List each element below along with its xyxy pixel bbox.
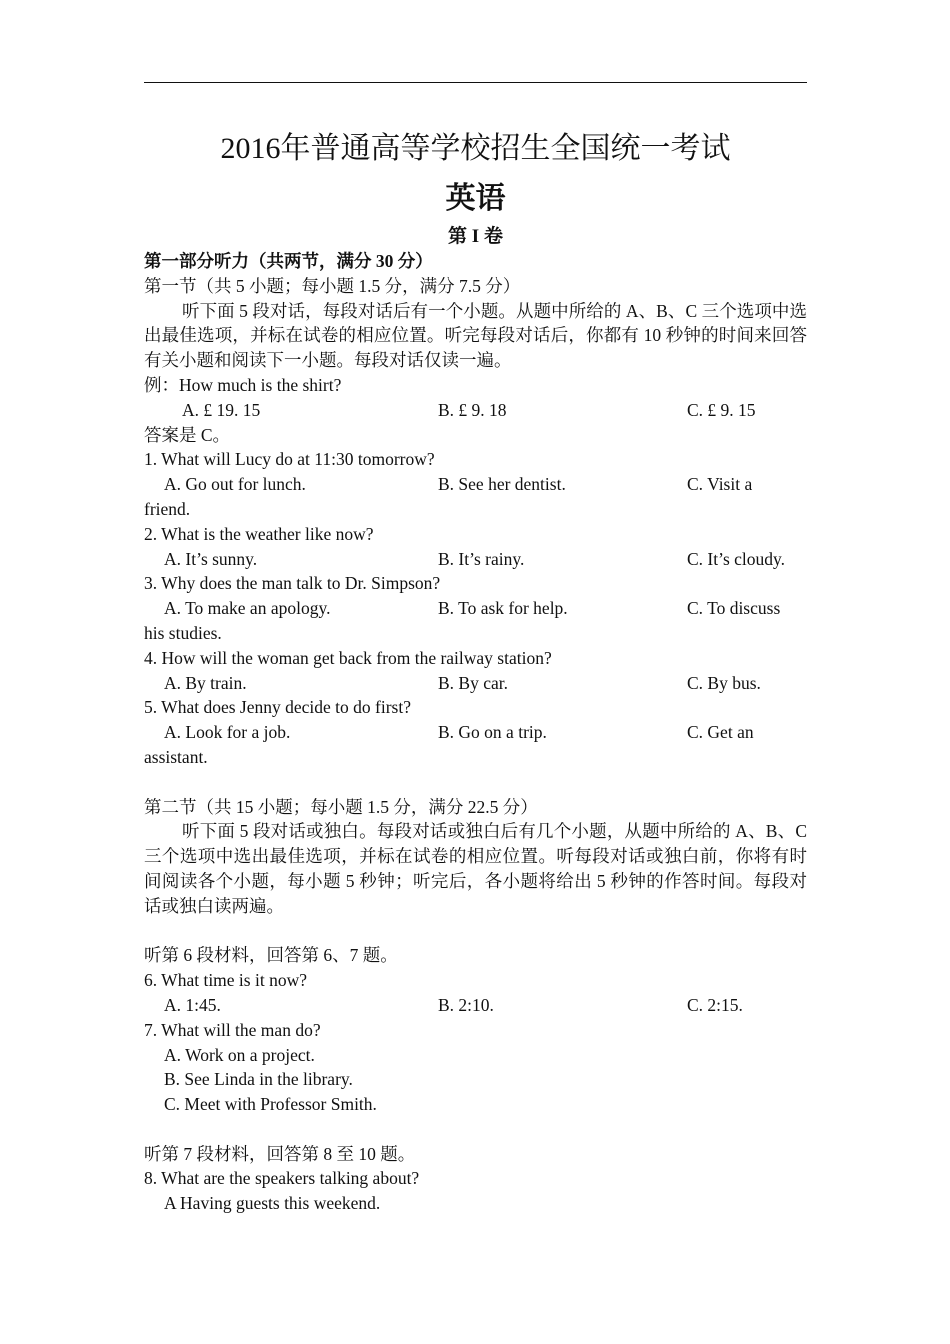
option-c: C. By bus. [687,672,761,693]
question-3: 3. Why does the man talk to Dr. Simpson? [144,573,441,594]
option-a: A Having guests this weekend. [164,1193,381,1214]
header-rule [144,82,807,83]
spacer [144,1117,807,1142]
option-b: B. Go on a trip. [438,722,547,743]
example-option-b: B. £ 9. 18 [438,399,507,420]
material-7-intro: 听第 7 段材料，回答第 8 至 10 题。 [144,1143,416,1164]
example-question: 例：How much is the shirt? [144,374,342,395]
question-6: 6. What time is it now? [144,970,307,991]
section2-instructions: 听下面 5 段对话或独白。每段对话或独白后有几个小题，从题中所给的 A、B、C 三个选项中选出最佳选项，并标在试卷的相应位置。听每段对话或独白前，你将有时间阅读各个小题，每小题 5 秒钟；听完后，各小题将给出 5 秒钟的作答时间。每段对话或独白读两遍。 [144,821,807,916]
option-b: B. It’s rainy. [438,548,525,569]
example-options [144,398,807,423]
option-c: C. To discuss [687,598,781,619]
exam-body [144,249,807,1216]
part1-heading: 第一部分听力（共两节，满分 30 分） [144,251,433,271]
question-7: 7. What will the man do? [144,1019,321,1040]
question-8: 8. What are the speakers talking about? [144,1168,420,1189]
option-b: B. 2:10. [438,994,494,1015]
section1-instructions: 听下面 5 段对话，每段对话后有一个小题。从题中所给的 A、B、C 三个选项中选出最佳选项，并标在试卷的相应位置。听完每段对话后，你都有 10 秒钟的时间来回答有关小题和阅读下一小题。每段对话仅读一遍。 [144,300,807,371]
option-wrap: friend. [144,498,191,519]
spacer [144,770,807,795]
question-1-options [144,472,807,497]
question-3-options [144,596,807,621]
option-a: A. Work on a project. [164,1044,315,1065]
example-option-a: A. £ 19. 15 [182,399,261,420]
example-option-c: C. £ 9. 15 [687,399,756,420]
section2-heading: 第二节（共 15 小题；每小题 1.5 分，满分 22.5 分） [144,796,538,817]
option-a: A. It’s sunny. [164,548,258,569]
option-c: C. Get an [687,722,754,743]
exam-title: 2016年普通高等学校招生全国统一考试 [220,132,731,165]
option-b: B. By car. [438,672,508,693]
option-c: C. 2:15. [687,994,743,1015]
spacer [144,919,807,944]
example-answer: 答案是 C。 [144,424,231,445]
option-b: B. See Linda in the library. [164,1069,353,1090]
option-a: A. By train. [164,672,247,693]
volume-label: 第 I 卷 [448,226,503,247]
question-2-options [144,547,807,572]
option-c: C. Meet with Professor Smith. [164,1094,377,1115]
option-c: C. Visit a [687,474,753,495]
question-1: 1. What will Lucy do at 11:30 tomorrow? [144,449,435,470]
option-wrap: his studies. [144,622,222,643]
material-6-intro: 听第 6 段材料，回答第 6、7 题。 [144,945,398,966]
question-2: 2. What is the weather like now? [144,523,374,544]
section1-heading: 第一节（共 5 小题；每小题 1.5 分，满分 7.5 分） [144,275,521,296]
question-6-options [144,993,807,1018]
option-wrap: assistant. [144,746,208,767]
option-a: A. Go out for lunch. [164,474,306,495]
question-5-options [144,720,807,745]
question-4-options [144,671,807,696]
option-c: C. It’s cloudy. [687,548,786,569]
question-4: 4. How will the woman get back from the railway station? [144,647,552,668]
option-a: A. To make an apology. [164,598,331,619]
question-5: 5. What does Jenny decide to do first? [144,697,411,718]
option-b: B. To ask for help. [438,598,568,619]
option-b: B. See her dentist. [438,474,566,495]
option-a: A. 1:45. [164,994,221,1015]
subject-title: 英语 [445,182,506,215]
option-a: A. Look for a job. [164,722,291,743]
